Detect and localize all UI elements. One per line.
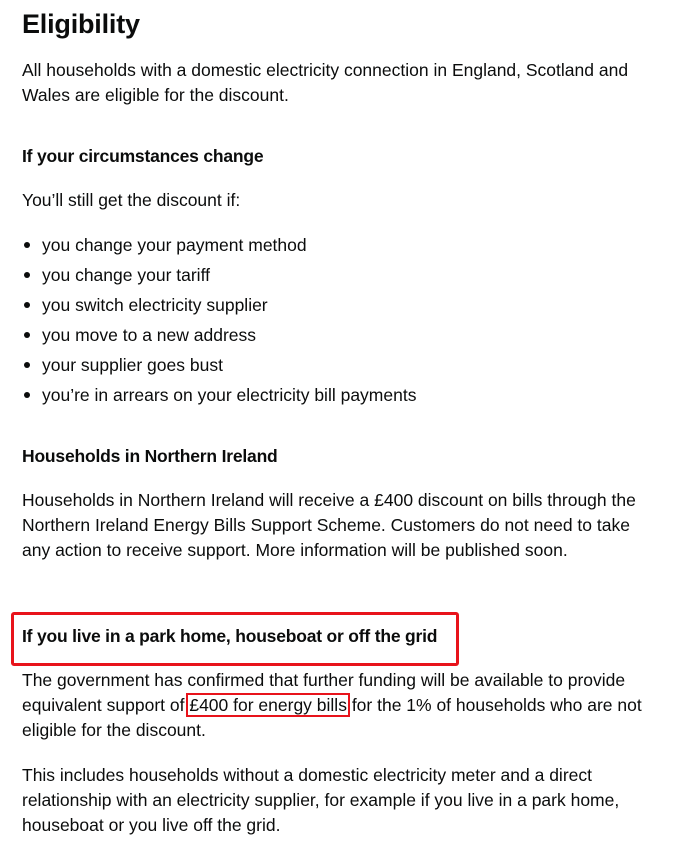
bullet-icon	[24, 332, 30, 338]
bullet-icon	[24, 362, 30, 368]
park-home-body-2: This includes households without a domestic electricity meter and a direct relationship with an electricity supplier, for example if you live in a park home, houseboat or you live off the grid.	[22, 765, 620, 835]
bullet-icon	[24, 242, 30, 248]
list-item: you change your tariff	[22, 260, 657, 290]
energy-bills-highlight: £400 for energy bills	[186, 693, 350, 717]
bullet-icon	[24, 302, 30, 308]
heading-annotation-box	[11, 612, 459, 666]
northern-ireland-body: Households in Northern Ireland will receive a £400 discount on bills through the Northern Ireland Energy Bills Support Scheme. Customers do not need to take any action to receive support. More information will be published soon.	[22, 490, 636, 560]
list-item: you move to a new address	[22, 320, 657, 350]
eligibility-intro: All households with a domestic electricity connection in England, Scotland and Wales are eligible for the discount.	[22, 60, 629, 105]
circumstances-lead: You’ll still get the discount if:	[22, 190, 241, 210]
bullet-icon	[24, 272, 30, 278]
bullet-icon	[24, 392, 30, 398]
northern-ireland-heading: Households in Northern Ireland	[22, 446, 278, 466]
page-title: Eligibility	[22, 9, 140, 39]
list-item: you switch electricity supplier	[22, 290, 657, 320]
circumstances-list	[22, 230, 657, 410]
park-home-heading: If you live in a park home, houseboat or off the grid	[22, 626, 438, 646]
circumstances-heading: If your circumstances change	[22, 146, 264, 166]
list-item: you’re in arrears on your electricity bill payments	[22, 380, 657, 410]
list-item: your supplier goes bust	[22, 350, 657, 380]
list-item: you change your payment method	[22, 230, 657, 260]
park-home-body: The government has confirmed that further funding will be available to provide equivalent support of £400 for energy bills for the 1% of households who are not eligible for the discount.	[22, 670, 642, 740]
